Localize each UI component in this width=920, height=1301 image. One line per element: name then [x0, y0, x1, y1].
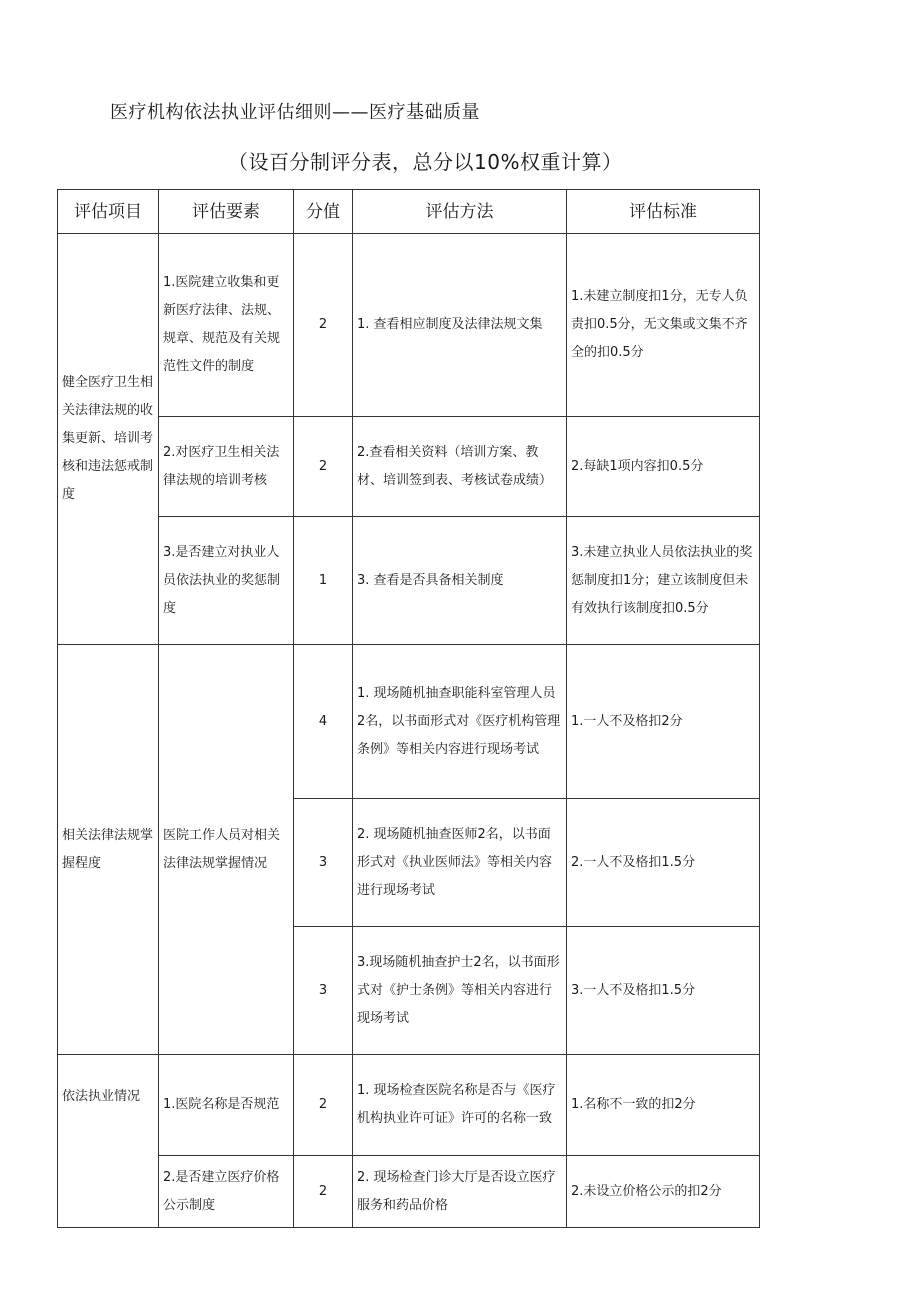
evaluation-method: 1. 查看相应制度及法律法规文集: [353, 234, 567, 417]
evaluation-standard: 1.一人不及格扣2分: [567, 645, 760, 799]
evaluation-method: 1. 现场随机抽查职能科室管理人员2名，以书面形式对《医疗机构管理条例》等相关内容进行现场考试: [353, 645, 567, 799]
score-value: 2: [294, 1156, 353, 1228]
score-value: 2: [294, 417, 353, 517]
evaluation-element: 2.对医疗卫生相关法律法规的培训考核: [159, 417, 294, 517]
score-value: 1: [294, 517, 353, 645]
evaluation-standard: 2.一人不及格扣1.5分: [567, 799, 760, 927]
header-score: 分值: [294, 190, 353, 234]
table-row: [58, 1156, 760, 1228]
header-method: 评估方法: [353, 190, 567, 234]
evaluation-element: 1.医院名称是否规范: [159, 1055, 294, 1156]
table-row: [58, 645, 760, 799]
table-row: [58, 417, 760, 517]
evaluation-item: 依法执业情况: [58, 1055, 159, 1228]
evaluation-method: 2. 现场检查门诊大厅是否设立医疗服务和药品价格: [353, 1156, 567, 1228]
score-value: 2: [294, 1055, 353, 1156]
evaluation-element: 3.是否建立对执业人员依法执业的奖惩制度: [159, 517, 294, 645]
evaluation-method: 1. 现场检查医院名称是否与《医疗机构执业许可证》许可的名称一致: [353, 1055, 567, 1156]
evaluation-standard: 2.每缺1项内容扣0.5分: [567, 417, 760, 517]
header-standard: 评估标准: [567, 190, 760, 234]
evaluation-standard: 3.一人不及格扣1.5分: [567, 927, 760, 1055]
evaluation-item: 健全医疗卫生相关法律法规的收集更新、培训考核和违法惩戒制度: [58, 234, 159, 645]
evaluation-method: 3. 查看是否具备相关制度: [353, 517, 567, 645]
header-element: 评估要素: [159, 190, 294, 234]
table-row: [58, 517, 760, 645]
evaluation-method: 3.现场随机抽查护士2名，以书面形式对《护士条例》等相关内容进行现场考试: [353, 927, 567, 1055]
evaluation-standard: 2.未设立价格公示的扣2分: [567, 1156, 760, 1228]
table-row: [58, 234, 760, 417]
score-value: 4: [294, 645, 353, 799]
table-row: [58, 1055, 760, 1156]
score-value: 2: [294, 234, 353, 417]
evaluation-standard: 1.未建立制度扣1分，无专人负责扣0.5分，无文集或文集不齐全的扣0.5分: [567, 234, 760, 417]
document-subtitle: （设百分制评分表，总分以10%权重计算）: [228, 150, 623, 174]
evaluation-method: 2.查看相关资料（培训方案、教材、培训签到表、考核试卷成绩）: [353, 417, 567, 517]
evaluation-standard: 3.未建立执业人员依法执业的奖惩制度扣1分；建立该制度但未有效执行该制度扣0.5分: [567, 517, 760, 645]
evaluation-method: 2. 现场随机抽查医师2名，以书面形式对《执业医师法》等相关内容进行现场考试: [353, 799, 567, 927]
score-value: 3: [294, 927, 353, 1055]
evaluation-element: 医院工作人员对相关法律法规掌握情况: [159, 645, 294, 1055]
table-header-row: [58, 190, 760, 234]
header-item: 评估项目: [58, 190, 159, 234]
evaluation-standard: 1.名称不一致的扣2分: [567, 1055, 760, 1156]
evaluation-element: 1.医院建立收集和更新医疗法律、法规、规章、规范及有关规范性文件的制度: [159, 234, 294, 417]
document-title: 医疗机构依法执业评估细则——医疗基础质量: [110, 102, 480, 123]
evaluation-table: [57, 189, 760, 1228]
evaluation-item: 相关法律法规掌握程度: [58, 645, 159, 1055]
score-value: 3: [294, 799, 353, 927]
evaluation-element: 2.是否建立医疗价格公示制度: [159, 1156, 294, 1228]
